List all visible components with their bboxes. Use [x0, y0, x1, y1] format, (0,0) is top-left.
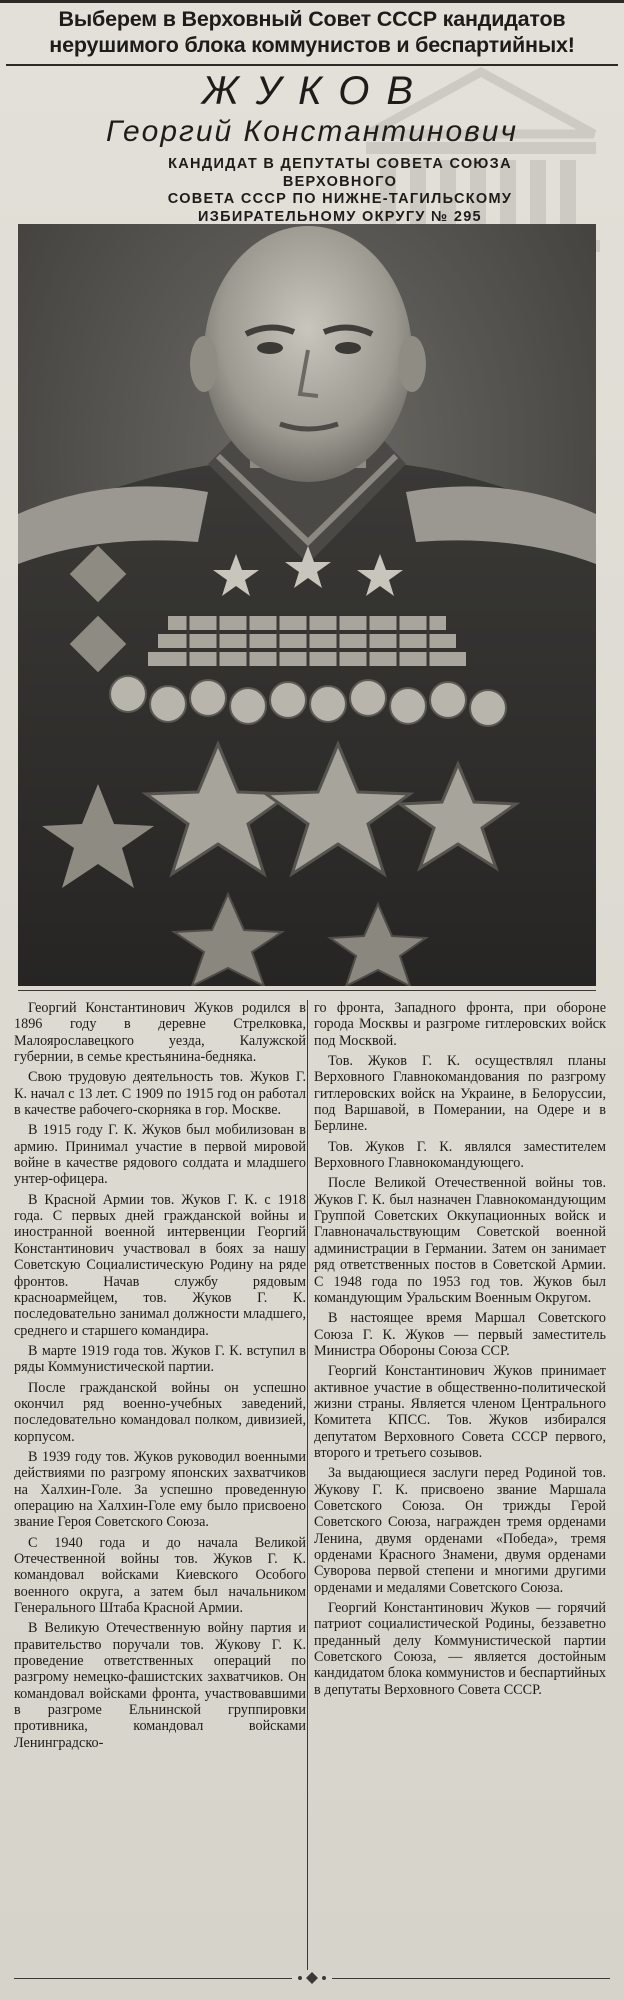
article-column-left: [14, 1000, 306, 1755]
banner-line-2: нерушимого блока коммунистов и беспартийных!: [49, 33, 575, 57]
article-paragraph: В марте 1919 года тов. Жуков Г. К. вступил в ряды Коммунистической партии.: [14, 1342, 306, 1376]
article-paragraph: После гражданской войны он успешно окончил ряд военно-учебных заведений, последовательно командовал полком, дивизией, корпусом.: [14, 1379, 306, 1445]
article-paragraph: В настоящее время Маршал Советского Союза Г. К. Жуков — первый заместитель Министра Обороны Союза ССР.: [314, 1310, 606, 1359]
portrait-photo: [18, 224, 596, 986]
article-paragraph-continued: го фронта, Западного фронта, при обороне города Москвы и разгроме гитлеровских войск под Москвой.: [314, 1000, 606, 1049]
article-paragraph: За выдающиеся заслуги перед Родиной тов. Жукову Г. К. присвоено звание Маршала Советского Союза. Он трижды Герой Советского Союза, награжден тремя орденами Ленина, двумя орденами «Победа», тремя орденами Красного Знамени, двумя орденами Суворова первой степени и многими другими орденами и медалями Советского Союза.: [314, 1465, 606, 1596]
candidate-subtitle: [120, 156, 560, 226]
article-paragraph: Георгий Константинович Жуков — горячий патриот социалистической Родины, беззаветно преданный делу Коммунистической партии Советского Союза, — является достойным кандидатом блока коммунистов и беспартийных в депутаты Верховного Совета СССР.: [314, 1600, 606, 1698]
article-paragraph: Тов. Жуков Г. К. осуществлял планы Верховного Главнокомандования по разгрому гитлеровских войск на Украине, в Белоруссии, под Варшавой, в Померании, на Одере и в Берлине.: [314, 1053, 606, 1135]
subtitle-line-3: ИЗБИРАТЕЛЬНОМУ ОКРУГУ № 295: [198, 208, 482, 225]
article-paragraph: В 1915 году Г. К. Жуков был мобилизован в армию. Принимал участие в первой мировой войне в качестве рядового солдата и младшего унтер-офицера.: [14, 1122, 306, 1188]
portrait-illustration: [18, 224, 596, 986]
subtitle-line-1: КАНДИДАТ В ДЕПУТАТЫ СОВЕТА СОЮЗА ВЕРХОВНОГО: [168, 156, 512, 190]
article-column-right: [314, 1000, 606, 1702]
subtitle-line-2: СОВЕТА СССР ПО НИЖНЕ-ТАГИЛЬСКОМУ: [167, 191, 513, 207]
article-paragraph: После Великой Отечественной войны тов. Жуков Г. К. был назначен Главнокомандующим Группой Советских Оккупационных войск и Главноначальствующим Советской военной администрации в Германии. Затем он занимает ряд ответственных постов в Советской Армии. С 1948 года по 1953 год тов. Жуков был командующим Уральским Военным Округом.: [314, 1175, 606, 1306]
banner-headline: [8, 6, 616, 58]
article-paragraph: В 1939 году тов. Жуков руководил военными действиями по разгрому японских захватчиков на Халхин-Голе. За успешно проведенную операцию на Халхин-Голе ему было присвоено звание Героя Советского Союза.: [14, 1448, 306, 1531]
article-paragraph: Георгий Константинович Жуков принимает активное участие в общественно-политической жизни страны. Является членом Центрального Комитета КПСС. Тов. Жуков избирался депутатом Верховного Совета СССР первого, второго и третьего созывов.: [314, 1363, 606, 1461]
top-rule: [0, 0, 624, 3]
article-paragraph: Тов. Жуков Г. К. являлся заместителем Верховного Главнокомандующего.: [314, 1138, 606, 1172]
article-paragraph: С 1940 года и до начала Великой Отечественной войны тов. Жуков Г. К. командовал войсками Киевского Особого военного округа, а затем был начальником Генерального Штаба Красной Армии.: [14, 1534, 306, 1617]
article-paragraph: Свою трудовую деятельность тов. Жуков Г. К. начал с 13 лет. С 1909 по 1915 год он работал в качестве рабочего-скорняка в гор. Москве.: [14, 1069, 306, 1119]
column-divider: [307, 1000, 308, 1970]
article-paragraph: В Великую Отечественную войну партия и правительство поручали тов. Жукову Г. К. проведение ответственных операций по разгрому немецко-фашистских захватчиков. Он командовал войсками фронта, участвовавшими в разгроме Ельнинской группировки противника, командовал войсками Ленинградско-: [14, 1620, 306, 1751]
article-paragraph: В Красной Армии тов. Жуков Г. К. с 1918 года. С первых дней гражданской войны и иностранной военной интервенции Георгий Константинович участвовал в боях за нашу Советскую Социалистическую Родину на ряде фронтов. Начав службу рядовым красноармейцем, тов. Жуков Г. К. последовательно занимал должности младшего, среднего и старшего командира.: [14, 1191, 306, 1339]
candidate-full-name: Георгий Константинович: [105, 115, 518, 148]
candidate-surname: ЖУКОВ: [201, 69, 431, 113]
article-paragraph: Георгий Константинович Жуков родился в 1896 году в деревне Стрелковка, Малоярославецкого уезда, Калужской губернии, в семье крестьянина-бедняка.: [14, 1000, 306, 1066]
photo-rule: [18, 990, 596, 991]
ornament-icon: [292, 1970, 332, 1986]
banner-line-1: Выберем в Верховный Совет СССР кандидатов: [58, 7, 566, 31]
